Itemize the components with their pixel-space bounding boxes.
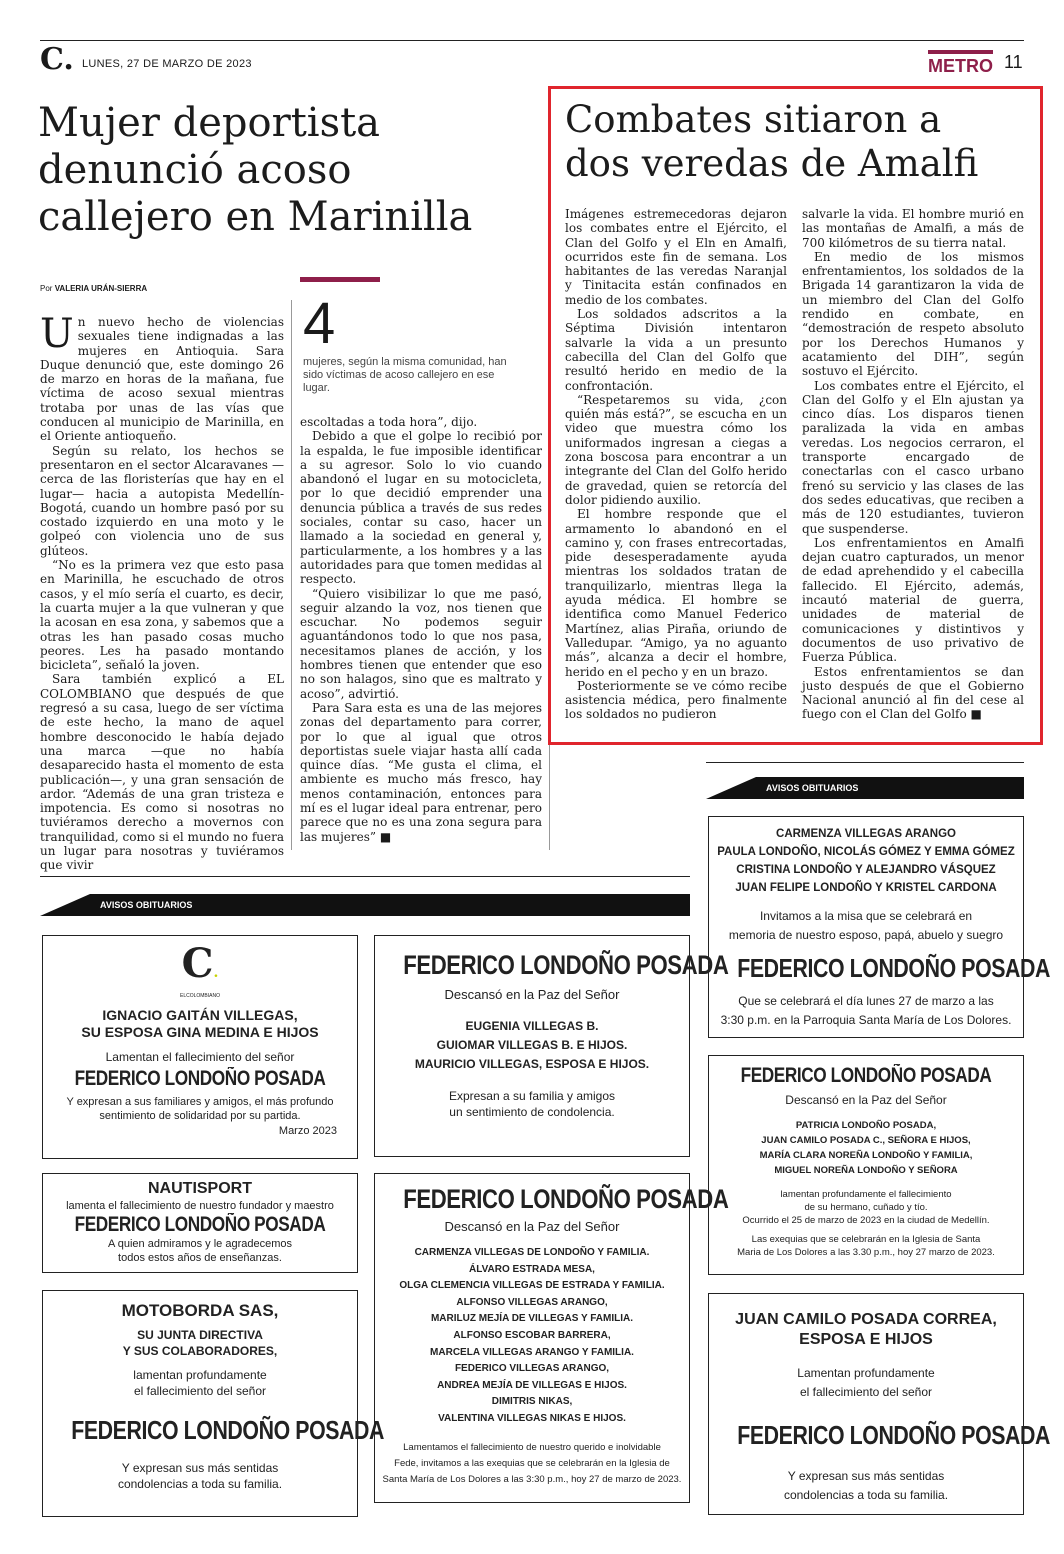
sender: MARCELA VILLEGAS ARANGO Y FAMILIA.	[430, 1346, 634, 1358]
notice-date: Marzo 2023	[278, 1125, 337, 1137]
obituary-notice	[374, 935, 729, 1157]
notice-closing: todos estos años de enseñanzas.	[118, 1252, 282, 1264]
notice-closing: Santa María de Los Dolores a las 3:30 p.m., hoy 27 de marzo de 2023.	[382, 1473, 682, 1485]
sender: ALFONSO VILLEGAS ARANGO,	[456, 1296, 608, 1308]
drop-cap: U	[40, 311, 74, 357]
notice-intro: lamentan profundamente	[133, 1368, 267, 1382]
section-name: METRO	[928, 50, 993, 77]
deceased-name: FEDERICO LONDOÑO POSADA	[74, 1213, 326, 1236]
notice-closing: Y expresan a sus familiares y amigos, el más profundo sentimiento de solidaridad por su partida.	[66, 1096, 334, 1122]
notice-body: Ocurrido el 25 de marzo de 2023 en la ciudad de Medellín.	[742, 1215, 990, 1226]
obituary-notice	[708, 1055, 1024, 1275]
sender: MARILUZ MEJÍA DE VILLEGAS Y FAMILIA.	[430, 1313, 634, 1325]
rule	[706, 762, 1024, 763]
paragraph: “Quiero visibilizar lo que me pasó, seguir alzando la voz, nos tienen que escuchar. No podemos seguir aguantándonos todo lo que nos pasa, necesitamos planes de acción, y los hombres tienen que entender que eso no son halagos, sino que es maltrato y acoso”, advirtió.	[300, 586, 542, 701]
notice-body: de su hermano, cuñado y tío.	[804, 1202, 928, 1213]
article1-column-1: Un nuevo hecho de violencias sexuales tiene indignadas a las mujeres en Antioquia. Sara Duque denunció que, este domingo 26 de marzo en horas de la mañana, fue víctima de acoso sexual mientras trotaba por unas de las vías que conducen al municipio de Marinilla, en el Oriente antioqueño. Según su relato, los hechos se presentaron en el sector Alcaravanes —cerca de las floristerías que hay en el lugar— hacia a autopista Medellín-Bogotá, cuando un hombre pasó por su costado izquierdo en una moto y le golpeó con violencia uno de sus glúteos. “No es la primera vez que esto pasa en Marinilla, he escuchado de otros casos, y el mío sería el cuarto, es decir, la cuarta mujer a la que vulneran y que la acosan en esa zona, y sabemos que a otras les han pasado cosas mucho peores. Les ha pasado montando bicicleta”, señaló la joven. Sara también explicó a EL COLOMBIANO que después de que regresó a su casa, luego de ser víctima de este hecho, la mano de aquel hombre desconocido le había dejado una marca —que no había desaparecido hasta el momento de esta publicación—, y una gran sensación de ardor. “Además de una gran tristeza e impotencia. Es como si nosotras no tuviéramos derecho a movernos con tranquilidad, como si el mundo no fuera un lugar para nosotras y tuviéramos que vivir	[40, 311, 284, 873]
stat-number: 4	[303, 291, 336, 356]
notice-closing: condolencias a toda su familia.	[117, 1477, 283, 1491]
sender: SU JUNTA DIRECTIVA	[137, 1328, 263, 1342]
sender: JUAN CAMILO POSADA C., SEÑORA E HIJOS,	[761, 1135, 971, 1146]
sender: VALENTINA VILLEGAS NIKAS E HIJOS.	[438, 1412, 626, 1424]
paragraph: Para Sara esta es una de las mejores zonas del departamento para correr, por lo que al igual que otros deportistas suele viajar hasta allí cada quince días. “Me gusta el clima, el ambiente es mucho más fresco, hay menos contaminación, entonces para mí es el lugar ideal para entrenar, pero parece que no es una zona segura para las mujeres” ■	[300, 700, 542, 844]
sender: IGNACIO GAITÁN VILLEGAS,	[102, 1007, 298, 1023]
obituary-notice	[374, 1173, 729, 1503]
obituary-notice	[42, 1290, 385, 1517]
obituary-notice	[42, 1173, 358, 1273]
headline-line: denunció acoso	[38, 147, 352, 193]
notice-closing: condolencias a toda su familia.	[783, 1488, 949, 1502]
sender: ÁLVARO ESTRADA MESA,	[469, 1263, 595, 1275]
sender: PAULA LONDOÑO, NICOLÁS GÓMEZ Y EMMA GÓMEZ	[717, 846, 1015, 858]
sender: CARMENZA VILLEGAS ARANGO	[776, 828, 956, 840]
sender: PATRICIA LONDOÑO POSADA,	[795, 1120, 937, 1131]
deceased-name: FEDERICO LONDOÑO POSADA	[737, 953, 1051, 983]
article2-column-2	[802, 207, 1024, 732]
sender: MARÍA CLARA NOREÑA LONDOÑO Y FAMILIA,	[759, 1150, 973, 1161]
notice-rest: Descansó en la Paz del Señor	[785, 1093, 947, 1107]
notice-intro: el fallecimiento del señor	[799, 1385, 933, 1399]
notice-body: lamentan profundamente el fallecimiento	[780, 1189, 952, 1200]
notice-closing: A quien admiramos y le agradecemos	[107, 1238, 293, 1250]
stat-caption: mujeres, según la misma comunidad, han sido víctimas de acoso callejero en ese lugar.	[303, 356, 507, 394]
paragraph: Los combates entre el Ejército, el Clan del Golfo y el Eln ajustan ya cinco días. Los disparos tienen paralizada la vida en ambas veredas. Los negocios cerraron, el transporte encargado de conectarlas con el casco urbano frenó su servicio y las clases de las dos sedes educativas, que reciben a más de 120 estudiantes, tuvieron que suspenderse.	[802, 378, 1024, 536]
notice-closing: Fede, invitamos a las exequias que se celebrarán en la Iglesia de	[394, 1457, 670, 1469]
notice-closing: un sentimiento de condolencia.	[449, 1105, 615, 1119]
sender: MAURICIO VILLEGAS, ESPOSA E HIJOS.	[414, 1057, 650, 1071]
paragraph: Según su relato, los hechos se presentaron en el sector Alcaravanes —cerca de las floristerías que hay en el lugar— hacia a autopista Medellín-Bogotá, cuando un hombre pasó por su costado izquierdo en una moto y le golpeó con violencia uno de sus glúteos.	[40, 443, 284, 558]
sender: CRISTINA LONDOÑO Y ALEJANDRO VÁSQUEZ	[736, 864, 996, 876]
logo-text: ELCOLOMBIANO	[179, 993, 220, 999]
notice-closing: Y expresan sus más sentidas	[787, 1469, 945, 1483]
paragraph: Imágenes estremecedoras dejaron los combates entre el Ejército, el Clan del Golfo y el Eln en Amalfi, ocurridos este fin de semana. Los habitantes de las veredas Naranjal y Tinitacita están confinados en medio de los combates.	[565, 207, 787, 307]
notice-closing: Que se celebrará el día lunes 27 de marzo a las	[738, 994, 994, 1008]
paragraph: “No es la primera vez que esto pasa en Marinilla, he escuchado de otros casos, y el mío sería el cuarto, es decir, la cuarta mujer a la que vulneran y que la acosan en esa zona, y sabemos que a otras les han pasado cosas mucho peores. Les ha pasado montando bicicleta”, señaló la joven.	[40, 558, 284, 673]
newspaper-logo: C.	[181, 940, 219, 987]
paragraph: Posteriormente se ve cómo recibe asistencia médica, pero finalmente los soldados no pudieron	[565, 678, 787, 722]
sender: ANDREA MEJÍA DE VILLEGAS E HIJOS.	[437, 1379, 627, 1391]
notice-intro: Invitamos a la misa que se celebrará en	[759, 909, 973, 923]
page-number: 11	[1004, 52, 1023, 72]
paragraph: Debido a que el golpe lo recibió por la espalda, le fue imposible identificar a su agresor. Solo lo vio cuando abandonó el lugar en su motocicleta, por lo que decidió emprender una denuncia pública a través de sus redes sociales, contar su caso, hacer un llamado a la sociedad en general y, particularmente, a los hombres y a las autoridades para que tomen medidas al respecto.	[300, 429, 542, 587]
sender: SU ESPOSA GINA MEDINA E HIJOS	[81, 1024, 319, 1040]
obituary-notice	[42, 935, 358, 1159]
notice-closing: Las exequias que se celebrarán en la Iglesia de Santa	[751, 1234, 981, 1245]
stat-accent-bar	[300, 277, 380, 282]
article2-headline	[565, 98, 1025, 186]
notice-closing: Maria de Los Dolores a las 3.30 p.m., hoy 27 marzo de 2023.	[737, 1247, 995, 1258]
newspaper-logo: C.	[40, 42, 74, 77]
obituaries-bar: AVISOS OBITUARIOS	[706, 777, 1024, 799]
notice-closing: Y expresan sus más sentidas	[121, 1461, 279, 1475]
byline: Por VALERIA URÁN-SIERRA	[40, 284, 148, 293]
deceased-name: FEDERICO LONDOÑO POSADA	[740, 1064, 992, 1087]
deceased-name: FEDERICO LONDOÑO POSADA	[737, 1420, 1051, 1450]
paragraph: “Respetaremos su vida, ¿con quién más está?”, se escucha en un video que muestra cómo los uniformados ingresan a ciegas a zona boscosa para encontrar a un integrante del Clan del Golfo herido de gravedad, quien se retorcía del dolor pidiendo auxilio.	[565, 392, 787, 507]
headline-line: callejero en Marinilla	[38, 194, 473, 240]
sender: GUIOMAR VILLEGAS B. E HIJOS.	[436, 1038, 628, 1052]
sender: MIGUEL NOREÑA LONDOÑO Y SEÑORA	[774, 1165, 958, 1176]
column-divider	[549, 745, 550, 850]
article1-headline	[38, 100, 538, 241]
sender: ESPOSA E HIJOS	[799, 1331, 933, 1348]
notice-intro: Lamentan profundamente	[797, 1366, 935, 1380]
paragraph: escoltadas a toda hora”, dijo.	[300, 415, 478, 429]
sender: CARMENZA VILLEGAS DE LONDOÑO Y FAMILIA.	[414, 1247, 650, 1258]
paragraph: Los soldados adscritos a la Séptima División intentaron salvarle la vida a un presunto cabecilla del Clan del Golfo que resultó herido en medio de la confrontación.	[565, 307, 787, 393]
headline-line: Mujer deportista	[38, 100, 381, 146]
sender: MOTOBORDA SAS,	[121, 1301, 279, 1320]
notice-closing: Expresan a su familia y amigos	[448, 1089, 616, 1103]
notice-intro: el fallecimiento del señor	[133, 1384, 267, 1398]
sender: NAUTISPORT	[148, 1180, 252, 1197]
headline-line: dos veredas de Amalfi	[565, 142, 979, 185]
article1-column-2	[300, 415, 542, 855]
obituary-notice	[708, 816, 1051, 1038]
sender: JUAN FELIPE LONDOÑO Y KRISTEL CARDONA	[735, 882, 997, 894]
paragraph: El hombre responde que el armamento lo abandonó en el camino y, con frases entrecortadas, pide desesperadamente ayuda mientras los soldados tratan de tranquilizarlo, mientras llega la ayuda médica. El hombre se identifica como Manuel Federico Martínez, alias Piraña, oriundo de Valledupar. “Amigo, ya no aguanto más”, alcanza a decir el hombre, herido en el pecho y en un brazo.	[565, 507, 787, 679]
deceased-name: FEDERICO LONDOÑO POSADA	[403, 950, 729, 980]
notice-intro: Lamentan el fallecimiento del señor	[105, 1050, 295, 1064]
paragraph: salvarle la vida. El hombre murió en las montañas de Amalfi, a más de 700 kilómetros de su tierra natal.	[802, 207, 1024, 250]
deceased-name: FEDERICO LONDOÑO POSADA	[403, 1184, 729, 1214]
notice-rest: Descansó en la Paz del Señor	[444, 987, 620, 1002]
issue-date: LUNES, 27 DE MARZO DE 2023	[82, 58, 252, 70]
sender: ALFONSO ESCOBAR BARRERA,	[453, 1329, 611, 1341]
rule	[40, 876, 690, 877]
obituary-notice	[708, 1293, 1051, 1515]
sender: OLGA CLEMENCIA VILLEGAS DE ESTRADA Y FAMILIA.	[399, 1280, 665, 1292]
deceased-name: FEDERICO LONDOÑO POSADA	[71, 1415, 385, 1445]
sender: EUGENIA VILLEGAS B.	[465, 1019, 599, 1033]
headline-line: Combates sitiaron a	[565, 98, 942, 141]
paragraph: Los enfrentamientos en Amalfi dejan cuatro capturados, un menor de edad aprehendido y el cabecilla fallecido. El Ejército, además, incautó material de guerra, unidades de material de comunicaciones y distintivos y documentos de uso privativo de Fuerza Pública.	[802, 535, 1024, 665]
sender: DIMITRIS NIKAS,	[491, 1396, 573, 1408]
notice-rest: Descansó en la Paz del Señor	[444, 1219, 620, 1234]
paragraph: Estos enfrentamientos se dan justo después de que el Gobierno Nacional anunció al fin del cese al fuego con el Clan del Golfo ■	[802, 664, 1024, 722]
column-divider	[291, 300, 292, 850]
notice-intro: memoria de nuestro esposo, papá, abuelo y suegro	[728, 928, 1004, 942]
deceased-name: FEDERICO LONDOÑO POSADA	[74, 1067, 326, 1090]
sender: Y SUS COLABORADORES,	[122, 1344, 278, 1358]
sender: FEDERICO VILLEGAS ARANGO,	[454, 1363, 610, 1375]
article2-column-1	[565, 207, 787, 732]
obituaries-bar: AVISOS OBITUARIOS	[40, 894, 690, 916]
paragraph: En medio de los mismos enfrentamientos, los soldados de la Brigada 14 garantizaron la vida de un miembro del Clan del Golfo rendido en combate, en “demostración de respeto absoluto por los Derechos Humanos y acatamiento del DIH”, según sostuvo el Ejército.	[802, 249, 1024, 379]
notice-intro: lamenta el fallecimiento de nuestro fundador y maestro	[66, 1200, 334, 1212]
sender: JUAN CAMILO POSADA CORREA,	[735, 1311, 997, 1328]
notice-closing: Lamentamos el fallecimiento de nuestro querido e inolvidable	[403, 1441, 661, 1453]
notice-closing: 3:30 p.m. en la Parroquia Santa María de Los Dolores.	[720, 1013, 1012, 1027]
top-rule	[40, 40, 1024, 41]
paragraph: Sara también explicó a EL COLOMBIANO que después de que regresó a su casa, luego de ser víctima de este hecho, la mano de aquel hombre desconocido le había dejado una marca —que no había desaparecido hasta el momento de esta publicación—, y una gran sensación de ardor. “Además de una gran tristeza e impotencia. Es como si nosotras no tuviéramos derecho a movernos con tranquilidad, como si el mundo no fuera un lugar para nosotras y tuviéramos que vivir	[40, 672, 284, 873]
